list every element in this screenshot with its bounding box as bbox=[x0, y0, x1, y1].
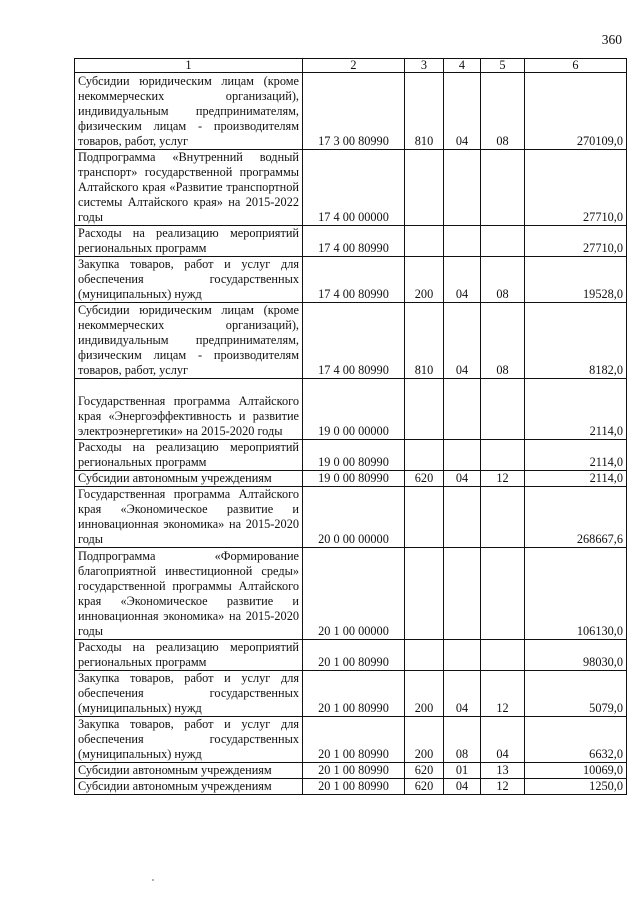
table-row bbox=[75, 779, 627, 795]
row-target-code: 20 1 00 80990 bbox=[303, 717, 405, 763]
row-name: Расходы на реализацию мероприятий региональных программ bbox=[75, 440, 303, 471]
row-section bbox=[444, 440, 481, 471]
row-amount: 27710,0 bbox=[525, 226, 627, 257]
scan-dot bbox=[152, 879, 154, 881]
table-row bbox=[75, 487, 627, 548]
table-row bbox=[75, 150, 627, 226]
row-name: Субсидии юридическим лицам (кроме некоммерческих организаций), индивидуальным предпринимателям, физическим лицам - производителям товаров, работ, услуг bbox=[75, 303, 303, 379]
row-amount: 8182,0 bbox=[525, 303, 627, 379]
row-section: 04 bbox=[444, 779, 481, 795]
row-expense-type: 810 bbox=[405, 303, 444, 379]
row-name: Государственная программа Алтайского края «Экономическое развитие и инновационная экономика» на 2015-2020 годы bbox=[75, 487, 303, 548]
row-section: 04 bbox=[444, 303, 481, 379]
row-name: Расходы на реализацию мероприятий региональных программ bbox=[75, 640, 303, 671]
row-section bbox=[444, 640, 481, 671]
row-target-code: 20 1 00 80990 bbox=[303, 763, 405, 779]
row-section bbox=[444, 226, 481, 257]
row-amount: 268667,6 bbox=[525, 487, 627, 548]
row-subsection: 08 bbox=[481, 303, 525, 379]
row-amount: 106130,0 bbox=[525, 548, 627, 640]
row-subsection bbox=[481, 150, 525, 226]
column-header: 3 bbox=[405, 59, 444, 73]
row-subsection: 12 bbox=[481, 471, 525, 487]
row-expense-type: 200 bbox=[405, 257, 444, 303]
table-row bbox=[75, 671, 627, 717]
row-target-code: 17 4 00 00000 bbox=[303, 150, 405, 226]
row-amount: 5079,0 bbox=[525, 671, 627, 717]
table-row bbox=[75, 548, 627, 640]
row-subsection bbox=[481, 487, 525, 548]
row-section bbox=[444, 487, 481, 548]
row-target-code: 19 0 00 80990 bbox=[303, 440, 405, 471]
table-row bbox=[75, 763, 627, 779]
row-subsection: 08 bbox=[481, 257, 525, 303]
row-expense-type: 620 bbox=[405, 471, 444, 487]
row-section: 04 bbox=[444, 671, 481, 717]
table-row bbox=[75, 379, 627, 440]
row-name: Подпрограмма «Внутренний водный транспорт» государственной программы Алтайского края «Развитие транспортной системы Алтайского края» на 2015-2022 годы bbox=[75, 150, 303, 226]
table-row bbox=[75, 226, 627, 257]
row-subsection bbox=[481, 548, 525, 640]
row-amount: 27710,0 bbox=[525, 150, 627, 226]
column-header: 6 bbox=[525, 59, 627, 73]
row-target-code: 20 0 00 00000 bbox=[303, 487, 405, 548]
row-section: 04 bbox=[444, 257, 481, 303]
row-subsection bbox=[481, 379, 525, 440]
row-expense-type bbox=[405, 487, 444, 548]
row-amount: 2114,0 bbox=[525, 471, 627, 487]
row-target-code: 17 4 00 80990 bbox=[303, 257, 405, 303]
row-expense-type: 620 bbox=[405, 779, 444, 795]
row-amount: 270109,0 bbox=[525, 73, 627, 150]
column-header: 5 bbox=[481, 59, 525, 73]
row-name: Субсидии автономным учреждениям bbox=[75, 763, 303, 779]
row-target-code: 17 3 00 80990 bbox=[303, 73, 405, 150]
row-target-code: 20 1 00 80990 bbox=[303, 640, 405, 671]
row-subsection: 12 bbox=[481, 671, 525, 717]
row-subsection: 13 bbox=[481, 763, 525, 779]
row-subsection: 08 bbox=[481, 73, 525, 150]
table-row bbox=[75, 73, 627, 150]
row-name: Государственная программа Алтайского края «Энергоэффективность и развитие электроэнергетики» на 2015-2020 годы bbox=[75, 379, 303, 440]
table-row bbox=[75, 717, 627, 763]
row-name: Субсидии юридическим лицам (кроме некоммерческих организаций), индивидуальным предпринимателям, физическим лицам - производителям товаров, работ, услуг bbox=[75, 73, 303, 150]
row-section bbox=[444, 150, 481, 226]
row-subsection bbox=[481, 640, 525, 671]
page-number: 360 bbox=[601, 32, 622, 47]
row-expense-type bbox=[405, 640, 444, 671]
row-target-code: 19 0 00 00000 bbox=[303, 379, 405, 440]
table-row bbox=[75, 257, 627, 303]
row-target-code: 17 4 00 80990 bbox=[303, 303, 405, 379]
table-row bbox=[75, 640, 627, 671]
column-header: 1 bbox=[75, 59, 303, 73]
row-name: Закупка товаров, работ и услуг для обеспечения государственных (муниципальных) нужд bbox=[75, 717, 303, 763]
row-subsection: 04 bbox=[481, 717, 525, 763]
table-header-row bbox=[75, 59, 627, 73]
row-amount: 1250,0 bbox=[525, 779, 627, 795]
row-expense-type bbox=[405, 150, 444, 226]
row-amount: 2114,0 bbox=[525, 440, 627, 471]
row-amount: 19528,0 bbox=[525, 257, 627, 303]
row-expense-type: 200 bbox=[405, 671, 444, 717]
table-row bbox=[75, 440, 627, 471]
row-target-code: 20 1 00 80990 bbox=[303, 779, 405, 795]
row-subsection bbox=[481, 226, 525, 257]
row-expense-type: 810 bbox=[405, 73, 444, 150]
row-amount: 6632,0 bbox=[525, 717, 627, 763]
row-expense-type bbox=[405, 548, 444, 640]
table-row bbox=[75, 303, 627, 379]
row-section bbox=[444, 379, 481, 440]
row-section bbox=[444, 548, 481, 640]
row-amount: 98030,0 bbox=[525, 640, 627, 671]
row-expense-type bbox=[405, 440, 444, 471]
row-amount: 10069,0 bbox=[525, 763, 627, 779]
row-name: Субсидии автономным учреждениям bbox=[75, 471, 303, 487]
row-subsection bbox=[481, 440, 525, 471]
row-name: Расходы на реализацию мероприятий региональных программ bbox=[75, 226, 303, 257]
row-subsection: 12 bbox=[481, 779, 525, 795]
row-target-code: 19 0 00 80990 bbox=[303, 471, 405, 487]
row-target-code: 20 1 00 00000 bbox=[303, 548, 405, 640]
row-target-code: 17 4 00 80990 bbox=[303, 226, 405, 257]
row-name: Закупка товаров, работ и услуг для обеспечения государственных (муниципальных) нужд bbox=[75, 671, 303, 717]
budget-table bbox=[74, 58, 627, 795]
row-section: 04 bbox=[444, 471, 481, 487]
row-name: Подпрограмма «Формирование благоприятной инвестиционной среды» государственной программы Алтайского края «Экономическое развитие и инновационная экономика» на 2015-2020 годы bbox=[75, 548, 303, 640]
row-expense-type bbox=[405, 226, 444, 257]
row-section: 01 bbox=[444, 763, 481, 779]
row-name: Субсидии автономным учреждениям bbox=[75, 779, 303, 795]
row-section: 08 bbox=[444, 717, 481, 763]
row-section: 04 bbox=[444, 73, 481, 150]
row-expense-type: 200 bbox=[405, 717, 444, 763]
row-name: Закупка товаров, работ и услуг для обеспечения государственных (муниципальных) нужд bbox=[75, 257, 303, 303]
row-expense-type bbox=[405, 379, 444, 440]
row-target-code: 20 1 00 80990 bbox=[303, 671, 405, 717]
table-row bbox=[75, 471, 627, 487]
column-header: 2 bbox=[303, 59, 405, 73]
column-header: 4 bbox=[444, 59, 481, 73]
row-expense-type: 620 bbox=[405, 763, 444, 779]
row-amount: 2114,0 bbox=[525, 379, 627, 440]
